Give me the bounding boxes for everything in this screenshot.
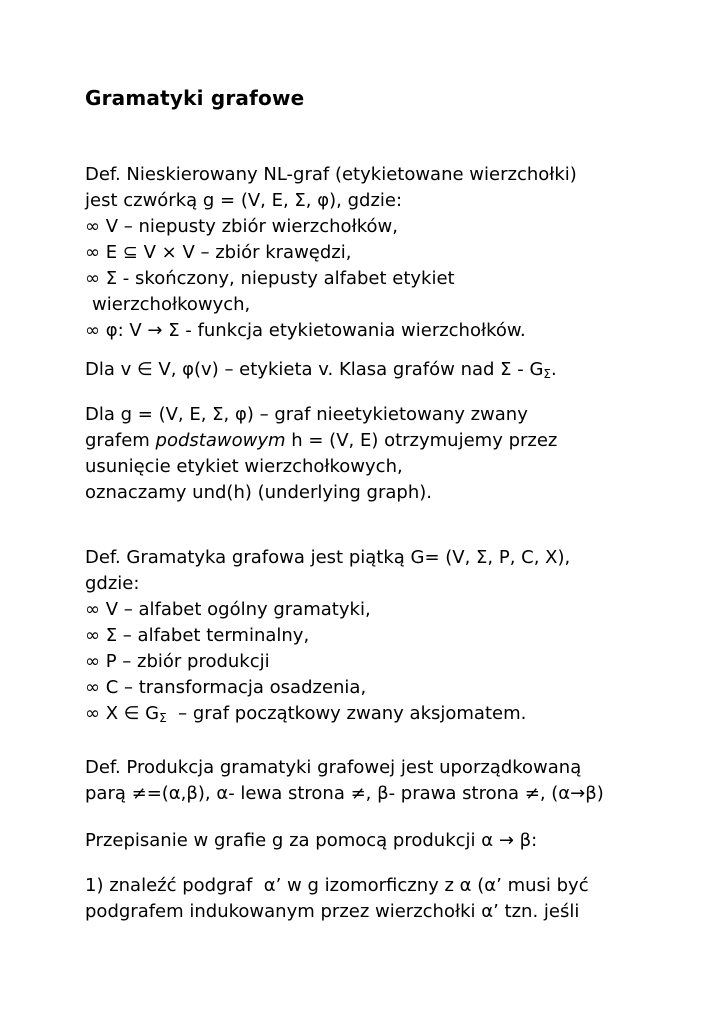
section-przepisanie bbox=[85, 828, 676, 854]
italic-term: podstawowym bbox=[155, 430, 286, 451]
section-def-nl-graf bbox=[85, 162, 676, 344]
paragraph-line: jest czwórką g = (V, E, Σ, φ), gdzie: bbox=[85, 190, 403, 211]
section-krok1 bbox=[85, 873, 676, 925]
bullet-item-continuation: wierzchołkowych, bbox=[92, 294, 251, 315]
paragraph-line: Def. Nieskierowany NL-graf (etykietowane wierzchołki) bbox=[85, 164, 577, 185]
paragraph-line bbox=[85, 357, 676, 383]
text-segment: – graf początkowy zwany aksjomatem. bbox=[166, 703, 527, 724]
paragraph-line: oznaczamy und(h) (underlying graph). bbox=[85, 482, 432, 503]
document-title: Gramatyki grafowe bbox=[85, 86, 305, 110]
bullet-item: ∞ C – transformacja osadzenia, bbox=[85, 677, 367, 698]
section-klasa-grafow bbox=[85, 357, 676, 383]
section-underlying-graph bbox=[85, 402, 676, 506]
paragraph-line: parą ≠=(α,β), α- lewa strona ≠, β- prawa strona ≠, (α→β) bbox=[85, 783, 604, 804]
bullet-item bbox=[85, 701, 676, 727]
bullet-item: ∞ P – zbiór produkcji bbox=[85, 651, 270, 672]
bullet-item: ∞ Σ - skończony, niepusty alfabet etykiet bbox=[85, 268, 455, 289]
subscript-sigma: Σ bbox=[159, 711, 167, 725]
section-def-produkcja bbox=[85, 755, 676, 807]
paragraph-line: 1) znaleźć podgraf α’ w g izomorficzny z α (α’ musi być bbox=[85, 875, 589, 896]
text-segment: ∞ X ∈ G bbox=[85, 703, 160, 724]
paragraph-line: Przepisanie w grafie g za pomocą produkcji α → β: bbox=[85, 830, 538, 851]
text-segment: . bbox=[551, 359, 557, 380]
paragraph-line: Dla g = (V, E, Σ, φ) – graf nieetykietowany zwany bbox=[85, 404, 528, 425]
subscript-sigma: Σ bbox=[543, 367, 552, 381]
bullet-item: ∞ Σ – alfabet terminalny, bbox=[85, 625, 310, 646]
paragraph-line: Def. Gramatyka grafowa jest piątką G= (V, Σ, P, C, X), bbox=[85, 547, 571, 568]
bullet-item: ∞ φ: V → Σ - funkcja etykietowania wierzchołków. bbox=[85, 320, 526, 341]
paragraph-line: podgrafem indukowanym przez wierzchołki α’ tzn. jeśli bbox=[85, 901, 580, 922]
bullet-item: ∞ V – niepusty zbiór wierzchołków, bbox=[85, 216, 398, 237]
paragraph-line bbox=[85, 428, 676, 454]
text-segment: grafem bbox=[85, 430, 156, 451]
paragraph-line: usunięcie etykiet wierzchołkowych, bbox=[85, 456, 403, 477]
bullet-item: ∞ E ⊆ V × V – zbiór krawędzi, bbox=[85, 242, 352, 263]
paragraph-line: Def. Produkcja gramatyki grafowej jest uporządkowaną bbox=[85, 757, 582, 778]
bullet-item: ∞ V – alfabet ogólny gramatyki, bbox=[85, 599, 371, 620]
text-segment: h = (V, E) otrzymujemy przez bbox=[285, 430, 558, 451]
text-segment: Dla v ∈ V, φ(v) – etykieta v. Klasa grafów nad Σ - G bbox=[85, 359, 544, 380]
section-def-gramatyka bbox=[85, 545, 676, 727]
paragraph-line: gdzie: bbox=[85, 573, 140, 594]
